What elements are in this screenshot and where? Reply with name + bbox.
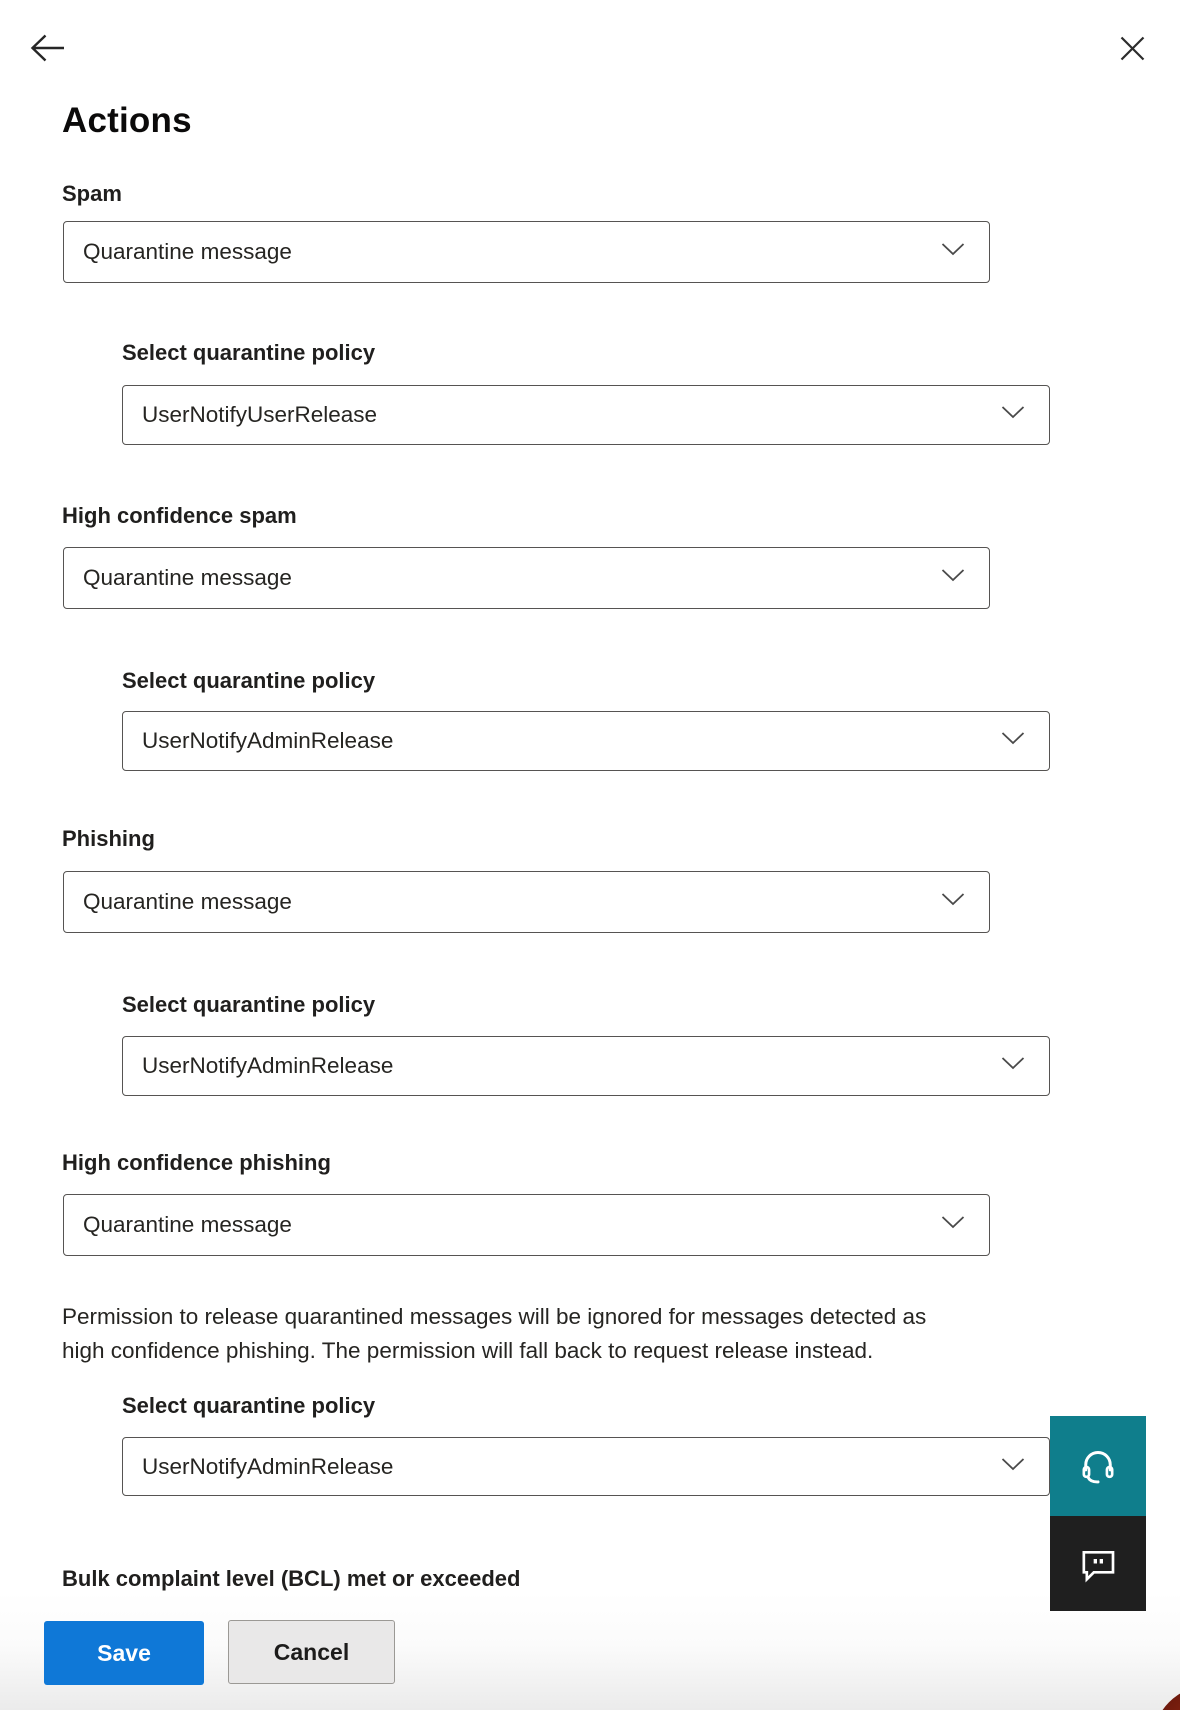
hc-phishing-note: [62, 1300, 1137, 1368]
note-line-1: Permission to release quarantined messages will be ignored for messages detected as: [62, 1304, 927, 1329]
high-confidence-phishing-action-dropdown[interactable]: [63, 1194, 990, 1256]
support-help-button[interactable]: [1050, 1416, 1146, 1516]
high-confidence-phishing-action-value: Quarantine message: [83, 1212, 292, 1237]
phishing-quarantine-policy-dropdown[interactable]: [122, 1036, 1050, 1096]
hc-spam-quarantine-policy-value: UserNotifyAdminRelease: [142, 728, 394, 753]
close-icon: [1119, 35, 1146, 62]
hc-spam-quarantine-policy-dropdown[interactable]: [122, 711, 1050, 771]
phishing-action-dropdown[interactable]: [63, 871, 990, 933]
phishing-quarantine-policy-value: UserNotifyAdminRelease: [142, 1053, 394, 1078]
hc-phishing-quarantine-policy-value: UserNotifyAdminRelease: [142, 1453, 394, 1479]
high-confidence-spam-action-value: Quarantine message: [83, 565, 292, 590]
chat-icon: [1078, 1544, 1118, 1584]
back-button[interactable]: [26, 28, 70, 68]
spam-quarantine-policy-value: UserNotifyUserRelease: [142, 402, 378, 427]
field-label-phishing: Phishing: [62, 826, 155, 851]
field-label-high-confidence-spam: High confidence spam: [62, 503, 297, 528]
spam-quarantine-policy-dropdown[interactable]: [122, 385, 1050, 445]
page-title: Actions: [62, 101, 192, 140]
field-label-quarantine-policy-phishing: Select quarantine policy: [122, 992, 376, 1017]
chevron-down-icon: [941, 243, 965, 261]
chevron-down-icon: [941, 569, 965, 587]
phishing-action-value: Quarantine message: [83, 889, 292, 914]
chevron-down-icon: [1001, 406, 1025, 424]
field-label-quarantine-policy-hc-spam: Select quarantine policy: [122, 668, 376, 693]
field-label-quarantine-policy-spam: Select quarantine policy: [122, 340, 376, 365]
arrow-left-icon: [29, 31, 67, 65]
spam-action-value: Quarantine message: [83, 239, 292, 264]
note-line-2: high confidence phishing. The permission will fall back to request release instead.: [62, 1338, 874, 1363]
footer-bar: [0, 1592, 1180, 1710]
chevron-down-icon: [1001, 732, 1025, 750]
high-confidence-spam-action-dropdown[interactable]: [63, 547, 990, 609]
chevron-down-icon: [941, 893, 965, 911]
save-button[interactable]: Save: [44, 1621, 204, 1685]
chevron-down-icon: [1001, 1057, 1025, 1075]
headset-icon: [1077, 1445, 1119, 1487]
close-button[interactable]: [1110, 28, 1154, 68]
chevron-down-icon: [1001, 1458, 1025, 1476]
chevron-down-icon: [941, 1216, 965, 1234]
field-label-quarantine-policy-hc-phishing: Select quarantine policy: [122, 1393, 376, 1418]
cancel-button[interactable]: Cancel: [228, 1620, 395, 1684]
field-label-bulk-complaint-level: Bulk complaint level (BCL) met or exceeded: [62, 1566, 521, 1591]
hc-phishing-quarantine-policy-dropdown[interactable]: [122, 1437, 1050, 1496]
spam-action-dropdown[interactable]: [63, 221, 990, 283]
field-label-high-confidence-phishing: High confidence phishing: [62, 1150, 331, 1175]
feedback-chat-button[interactable]: [1050, 1516, 1146, 1611]
field-label-spam: Spam: [62, 181, 122, 206]
